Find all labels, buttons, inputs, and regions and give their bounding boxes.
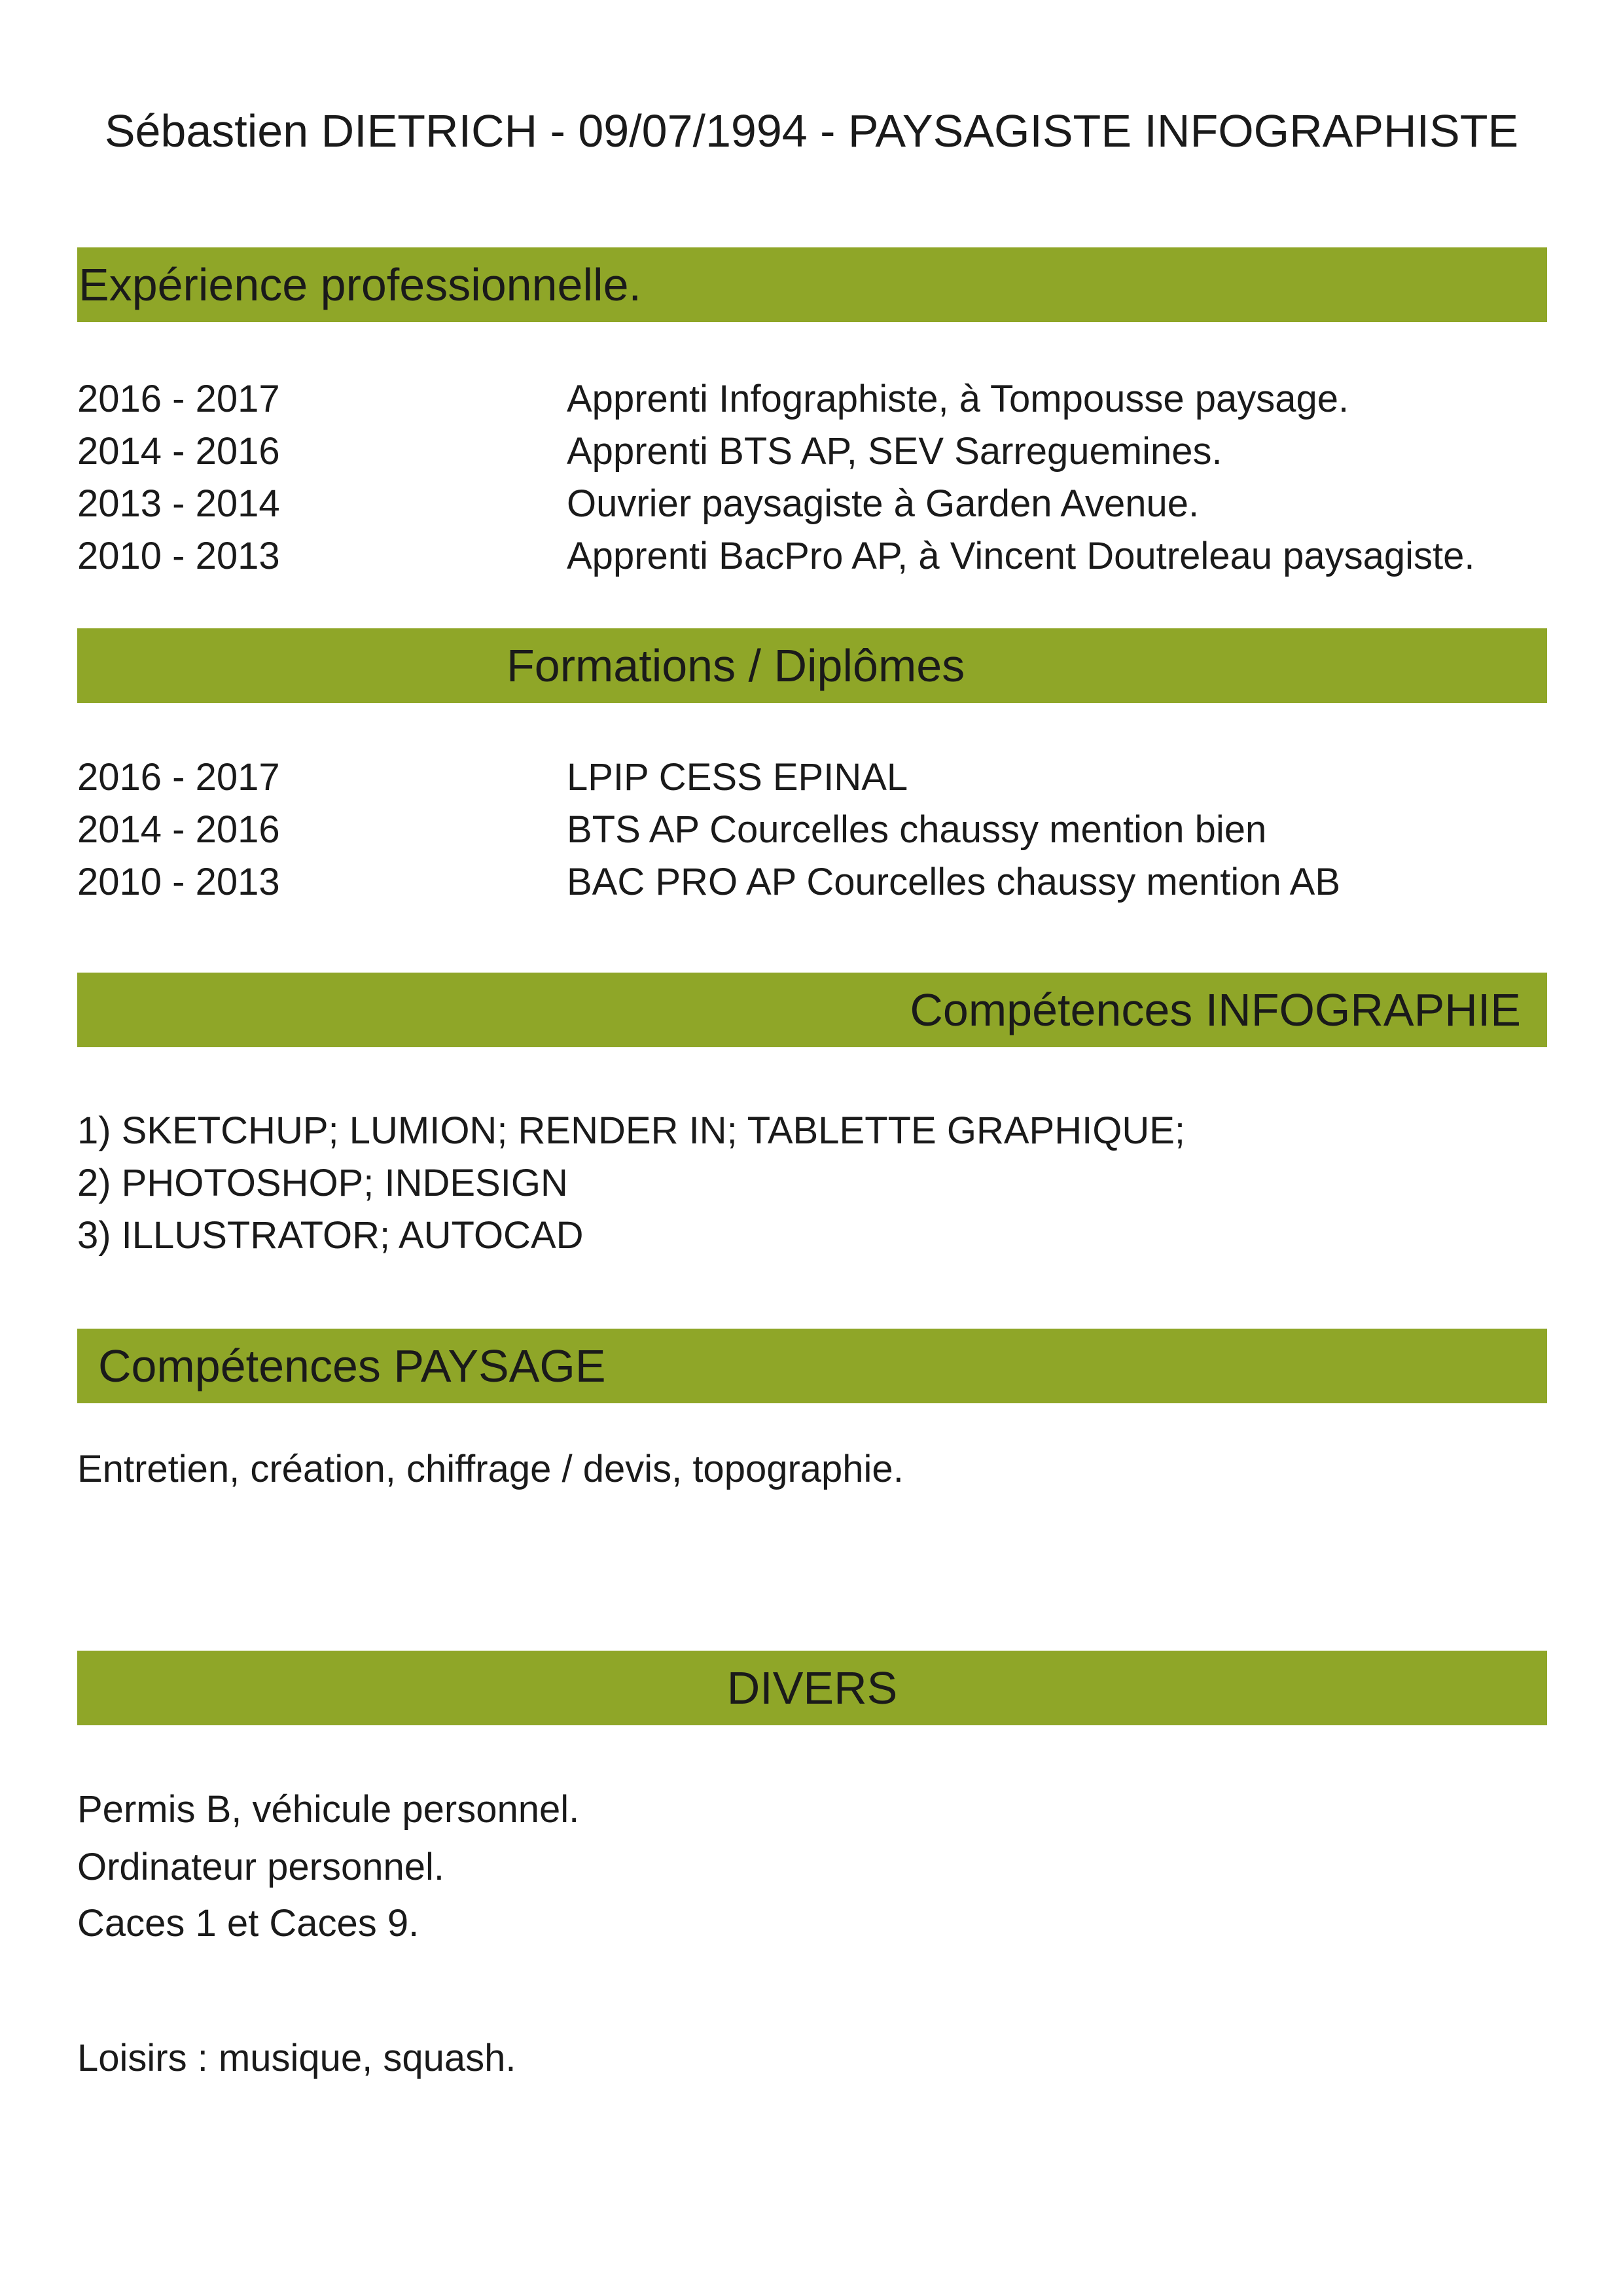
paysage-section-band (77, 1329, 1547, 1403)
experience-row-years: 2010 - 2013 (77, 535, 280, 577)
divers-heading: DIVERS (726, 1662, 898, 1713)
formations-row-text: LPIP CESS EPINAL (567, 756, 908, 798)
formations-row-text: BTS AP Courcelles chaussy mention bien (567, 808, 1267, 851)
experience-row-years: 2016 - 2017 (77, 378, 280, 420)
infographie-section-band (77, 973, 1547, 1047)
experience-heading: Expérience professionnelle. (79, 259, 641, 310)
experience-row-text: Ouvrier paysagiste à Garden Avenue. (567, 482, 1200, 525)
experience-row-text: Apprenti BacPro AP, à Vincent Doutreleau paysagiste. (567, 535, 1475, 577)
formations-row-years: 2014 - 2016 (77, 808, 280, 851)
formations-section-band (77, 628, 1547, 703)
infographie-item: 2) PHOTOSHOP; INDESIGN (77, 1162, 568, 1204)
infographie-item: 1) SKETCHUP; LUMION; RENDER IN; TABLETTE GRAPHIQUE; (77, 1109, 1186, 1152)
divers-section-band (77, 1651, 1547, 1725)
formations-heading: Formations / Diplômes (507, 640, 965, 691)
experience-row-text: Apprenti BTS AP, SEV Sarreguemines. (567, 430, 1222, 473)
paysage-text: Entretien, création, chiffrage / devis, topographie. (77, 1448, 904, 1490)
infographie-item: 3) ILLUSTRATOR; AUTOCAD (77, 1214, 584, 1257)
page-title: Sébastien DIETRICH - 09/07/1994 - PAYSAGISTE INFOGRAPHISTE (104, 105, 1519, 156)
experience-section-band (77, 247, 1547, 322)
divers-item: Ordinateur personnel. (77, 1846, 444, 1888)
infographie-heading: Compétences INFOGRAPHIE (910, 984, 1521, 1035)
divers-loisirs: Loisirs : musique, squash. (77, 2037, 516, 2079)
divers-item: Permis B, véhicule personnel. (77, 1788, 580, 1831)
paysage-heading: Compétences PAYSAGE (98, 1340, 606, 1391)
experience-row-text: Apprenti Infographiste, à Tompousse paysage. (567, 378, 1349, 420)
formations-row-years: 2010 - 2013 (77, 861, 280, 903)
experience-row-years: 2014 - 2016 (77, 430, 280, 473)
experience-row-years: 2013 - 2014 (77, 482, 280, 525)
divers-item: Caces 1 et Caces 9. (77, 1902, 419, 1945)
formations-row-years: 2016 - 2017 (77, 756, 280, 798)
formations-row-text: BAC PRO AP Courcelles chaussy mention AB (567, 861, 1341, 903)
